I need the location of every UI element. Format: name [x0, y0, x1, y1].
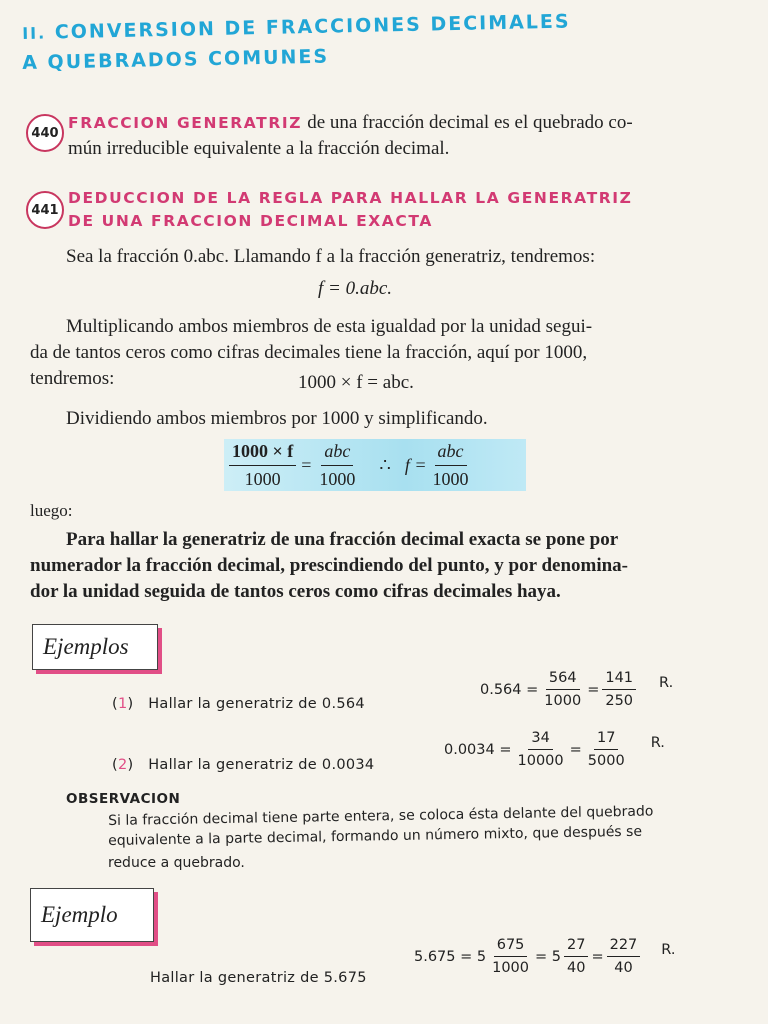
example-1: (1) Hallar la generatriz de 0.564 [112, 696, 365, 712]
example-1-equation: 0.564 = $\frac{564}{1000}$ = $\frac{141}{250}$ R. [480, 670, 674, 709]
term-fraccion-generatriz: FRACCION GENERATRIZ [68, 114, 303, 132]
example-single-answer: R. [661, 941, 676, 958]
examples-label-box [32, 624, 158, 670]
paragraph-multiplicando-line3: tendremos: [30, 368, 115, 389]
observation-line2: equivalente a la parte decimal, formando un número mixto, que después se [108, 823, 643, 849]
luego-label: luego: [30, 501, 73, 520]
observation-line3: reduce a quebrado. [108, 855, 245, 871]
example-2: (2) Hallar la generatriz de 0.0034 [112, 757, 375, 773]
formula-generatriz: $\frac{1000 \times f}{1000}$ = $\frac{\text{abc}}{1000}$ ∴ f = $\frac{\text{abc}}{1000}$ [226, 441, 475, 489]
section-number: II. [22, 23, 47, 43]
example-single-text: Hallar la generatriz de 5.675 [150, 970, 367, 986]
equation-f: f = 0.abc. [318, 278, 393, 299]
example-2-equation: 0.0034 = $\frac{34}{10000}$ = $\frac{17}{5000}$ R. [444, 730, 665, 769]
observation-heading: OBSERVACION [66, 791, 181, 807]
equation-1000f: 1000 × f = abc. [298, 372, 414, 393]
heading-441-line2: DE UNA FRACCION DECIMAL EXACTA [68, 212, 433, 230]
therefore-symbol: ∴ [379, 454, 391, 475]
example-single-equation: 5.675 = 5 $\frac{675}{1000}$ = 5 $\frac{27}{40}$ = $\frac{227}{40}$ R. [414, 937, 676, 976]
rule-line3: dor la unidad seguida de tantos ceros como cifras decimales haya. [30, 581, 561, 602]
fraction-1000f: $\frac{1000 \times f}{1000}$ [229, 441, 296, 490]
example-2-answer: R. [650, 734, 665, 751]
paragraph-dividiendo: Dividiendo ambos miembros por 1000 y simplificando. [66, 408, 488, 429]
section-badge-441: 441 [26, 191, 64, 229]
paragraph-multiplicando-line1: Multiplicando ambos miembros de esta igualdad por la unidad segui- [66, 316, 593, 337]
example-1-answer: R. [659, 674, 674, 691]
example-label-box [30, 888, 154, 942]
section-badge-440: 440 [26, 114, 64, 152]
paragraph-sea-la-fraccion: Sea la fracción 0.abc. Llamando f a la fracción generatriz, tendremos: [66, 246, 596, 267]
heading-441-line1: DEDUCCION DE LA REGLA PARA HALLAR LA GENERATRIZ [68, 189, 633, 207]
example-1-text: Hallar la generatriz de 0.564 [148, 696, 365, 712]
rule-line1: Para hallar la generatriz de una fracción decimal exacta se pone por [66, 529, 619, 550]
observation-line1: Si la fracción decimal tiene parte entera, se coloca ésta delante del quebrado [108, 803, 654, 829]
section-title-line1: CONVERSION DE FRACCIONES DECIMALES [54, 10, 571, 44]
example-2-index: 2 [117, 757, 128, 773]
section-heading [22, 11, 571, 44]
fraction-abc-1000: $\frac{\text{abc}}{1000}$ [319, 440, 356, 489]
example-2-text: Hallar la generatriz de 0.0034 [148, 757, 375, 773]
rule-line2: numerador la fracción decimal, prescindiendo del punto, y por denomina- [30, 555, 629, 576]
definition-440 [68, 110, 758, 136]
examples-label: Ejemplos [43, 634, 129, 659]
example-label: Ejemplo [41, 902, 118, 927]
section-title-line2: A QUEBRADOS COMUNES [22, 45, 330, 74]
example-1-index: 1 [117, 696, 128, 712]
paragraph-multiplicando-line2: da de tantos ceros como cifras decimales tiene la fracción, aquí por 1000, [30, 342, 588, 363]
fraction-result: $\frac{\text{abc}}{1000}$ [432, 440, 469, 489]
definition-text-line1: de una fracción decimal es el quebrado co- [307, 112, 633, 133]
definition-text-line2: mún irreducible equivalente a la fracción decimal. [68, 138, 450, 159]
